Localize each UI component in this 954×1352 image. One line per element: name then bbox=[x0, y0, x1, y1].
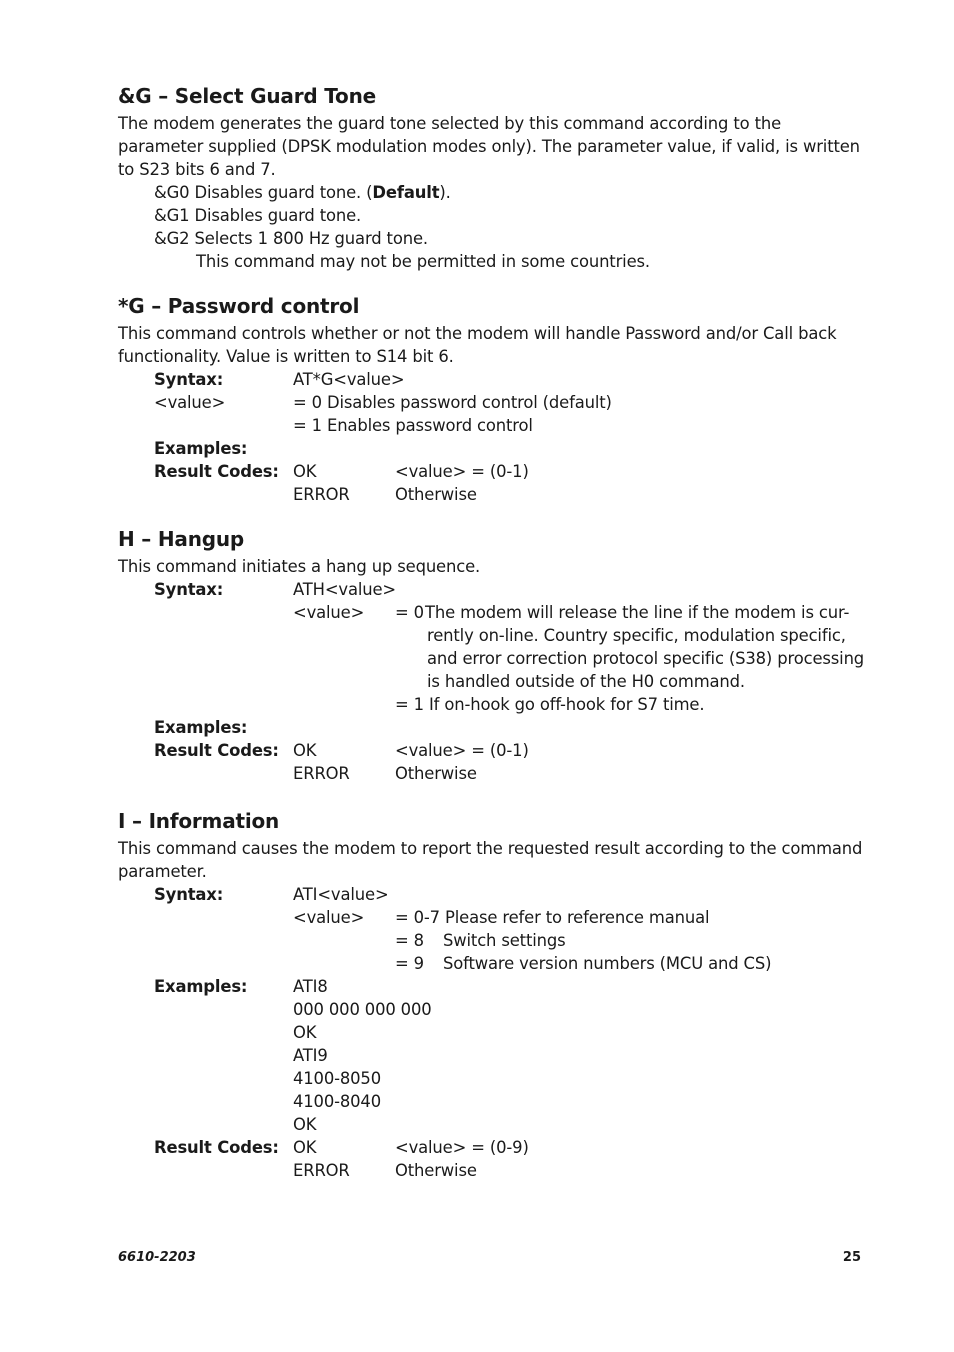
example-line: ATI9 bbox=[293, 1046, 328, 1065]
section-intro: This command initiates a hang up sequence. bbox=[118, 557, 481, 576]
example-line: 4100-8050 bbox=[293, 1069, 381, 1088]
result-error-desc: Otherwise bbox=[395, 1161, 477, 1180]
result-codes-label: Result Codes: bbox=[154, 462, 279, 481]
value-option-8-prefix: = 8 bbox=[395, 931, 424, 950]
value-option-1: = 1 If on-hook go off-hook for S7 time. bbox=[395, 695, 705, 714]
value-option-8-text: Switch settings bbox=[443, 931, 566, 950]
value-row bbox=[118, 906, 868, 929]
section-heading: &G – Select Guard Tone bbox=[118, 84, 376, 108]
result-ok-desc: <value> = (0-1) bbox=[395, 741, 529, 760]
value-option-1: = 1 Enables password control bbox=[293, 416, 533, 435]
value-option-0: = 0 Disables password control (default) bbox=[293, 393, 612, 412]
section-heading: *G – Password control bbox=[118, 294, 360, 318]
result-row-ok bbox=[118, 460, 868, 483]
examples-row bbox=[118, 716, 868, 739]
example-line: 000 000 000 000 bbox=[293, 1000, 432, 1019]
section-guard-tone bbox=[118, 83, 868, 273]
syntax-label: Syntax: bbox=[154, 580, 224, 599]
section-password-control bbox=[118, 293, 868, 506]
section-information bbox=[118, 808, 868, 1182]
syntax-value: ATI<value> bbox=[293, 885, 389, 904]
value-option-0-text: The modem will release the line if the modem is cur- rently on-line. Country specific, modulation specific, and error correction protocol specific (S38) processing is handled outside of the H0 command. bbox=[425, 603, 865, 691]
value-option-9-text: Software version numbers (MCU and CS) bbox=[443, 954, 772, 973]
result-error: ERROR bbox=[293, 764, 350, 783]
syntax-label: Syntax: bbox=[154, 370, 224, 389]
syntax-row bbox=[118, 883, 868, 906]
example-line: OK bbox=[293, 1023, 317, 1042]
page-number: 25 bbox=[842, 1250, 861, 1265]
examples-label: Examples: bbox=[154, 718, 248, 737]
value-row bbox=[118, 929, 868, 952]
examples-row bbox=[118, 975, 868, 998]
value-option-9-prefix: = 9 bbox=[395, 954, 424, 973]
syntax-label: Syntax: bbox=[154, 885, 224, 904]
result-ok-desc: <value> = (0-1) bbox=[395, 462, 529, 481]
result-ok: OK bbox=[293, 1138, 317, 1157]
examples-row bbox=[118, 1044, 868, 1067]
section-heading: I – Information bbox=[118, 809, 280, 833]
option-g0: &G0 Disables guard tone. (Default). bbox=[154, 183, 451, 202]
result-row-ok bbox=[118, 739, 868, 762]
value-row bbox=[118, 601, 868, 693]
syntax-row bbox=[118, 368, 868, 391]
option-g1: &G1 Disables guard tone. bbox=[154, 206, 362, 225]
section-heading: H – Hangup bbox=[118, 527, 245, 551]
result-error: ERROR bbox=[293, 1161, 350, 1180]
value-row bbox=[118, 391, 868, 414]
syntax-value: ATH<value> bbox=[293, 580, 397, 599]
examples-row bbox=[118, 1113, 868, 1136]
example-line: 4100-8040 bbox=[293, 1092, 381, 1111]
option-g2: &G2 Selects 1 800 Hz guard tone. bbox=[154, 229, 428, 248]
examples-row bbox=[118, 1021, 868, 1044]
result-error-desc: Otherwise bbox=[395, 764, 477, 783]
result-row-error bbox=[118, 483, 868, 506]
result-ok: OK bbox=[293, 741, 317, 760]
syntax-value: AT*G<value> bbox=[293, 370, 405, 389]
examples-label: Examples: bbox=[154, 977, 248, 996]
result-ok: OK bbox=[293, 462, 317, 481]
example-line: ATI8 bbox=[293, 977, 328, 996]
section-intro: This command causes the modem to report the requested result according to the command parameter. bbox=[118, 839, 863, 881]
value-label: <value> bbox=[293, 603, 365, 622]
default-label: Default bbox=[372, 183, 440, 202]
page-footer bbox=[118, 1250, 861, 1265]
country-note: This command may not be permitted in some countries. bbox=[196, 252, 650, 271]
examples-row bbox=[118, 998, 868, 1021]
result-row-error bbox=[118, 762, 868, 785]
example-line: OK bbox=[293, 1115, 317, 1134]
result-codes-label: Result Codes: bbox=[154, 1138, 279, 1157]
document-number: 6610-2203 bbox=[118, 1250, 196, 1265]
result-codes-label: Result Codes: bbox=[154, 741, 279, 760]
value-row bbox=[118, 693, 868, 716]
value-option-0-7: = 0-7 Please refer to reference manual bbox=[395, 908, 710, 927]
syntax-row bbox=[118, 578, 868, 601]
result-row-ok bbox=[118, 1136, 868, 1159]
result-error: ERROR bbox=[293, 485, 350, 504]
section-intro: The modem generates the guard tone selected by this command according to the parameter supplied (DPSK modulation modes only). The parameter value, if valid, is written to S23 bits 6 and 7. bbox=[118, 114, 860, 179]
value-option-0-prefix: = 0 bbox=[395, 603, 424, 622]
examples-row bbox=[118, 1090, 868, 1113]
examples-row bbox=[118, 437, 868, 460]
value-row bbox=[118, 414, 868, 437]
section-intro: This command controls whether or not the modem will handle Password and/or Call back functionality. Value is written to S14 bit 6. bbox=[118, 324, 837, 366]
result-error-desc: Otherwise bbox=[395, 485, 477, 504]
result-row-error bbox=[118, 1159, 868, 1182]
result-ok-desc: <value> = (0-9) bbox=[395, 1138, 529, 1157]
examples-row bbox=[118, 1067, 868, 1090]
value-label: <value> bbox=[293, 908, 365, 927]
value-row bbox=[118, 952, 868, 975]
examples-label: Examples: bbox=[154, 439, 248, 458]
value-label: <value> bbox=[154, 393, 226, 412]
section-hangup bbox=[118, 526, 868, 785]
